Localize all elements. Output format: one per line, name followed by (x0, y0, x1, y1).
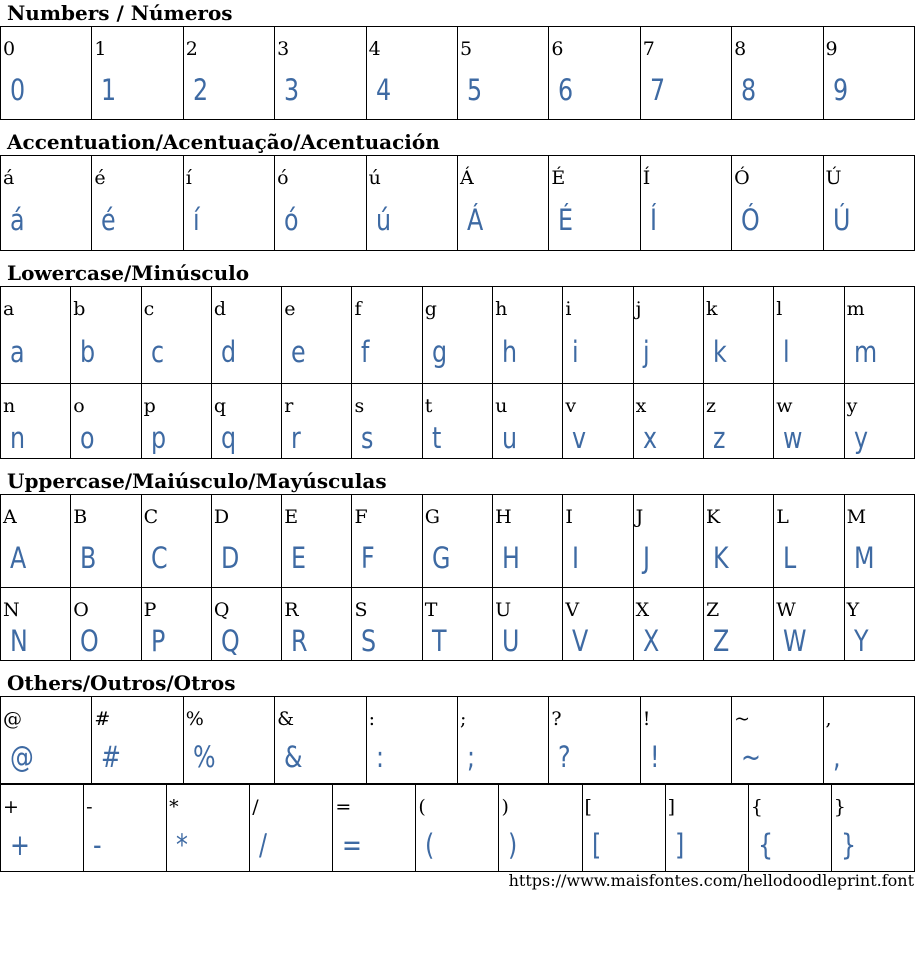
glyph-cell (774, 588, 844, 661)
glyph-label: R (284, 599, 299, 621)
glyph-sample: R (291, 624, 308, 658)
glyph-sample: i (572, 335, 579, 369)
glyph-sample: I (572, 541, 580, 575)
glyph-row (1, 384, 915, 459)
accents-grid (0, 155, 915, 251)
glyph-sample: z (712, 421, 726, 455)
glyph-sample: 4 (375, 73, 391, 107)
glyph-sample: 9 (832, 73, 848, 107)
glyph-cell (1, 384, 71, 459)
glyph-cell (366, 697, 457, 784)
glyph-label: d (213, 298, 227, 320)
glyph-label: H (495, 506, 512, 528)
glyph-label: N (3, 599, 20, 621)
glyph-cell (71, 287, 141, 384)
glyph-cell (141, 495, 211, 588)
glyph-sample: r (291, 421, 301, 455)
glyph-sample: Á (466, 203, 484, 237)
glyph-label: O (73, 599, 89, 621)
glyph-sample: + (10, 828, 30, 862)
glyph-label: * (169, 796, 179, 818)
glyph-cell (563, 287, 633, 384)
glyph-sample: B (80, 541, 97, 575)
glyph-label: s (354, 395, 365, 417)
glyph-sample: : (375, 740, 384, 774)
glyph-cell (416, 785, 499, 872)
glyph-cell (366, 27, 457, 120)
glyph-label: 3 (277, 38, 290, 60)
glyph-sample: J (642, 541, 650, 575)
glyph-cell (141, 384, 211, 459)
glyph-label: [ (584, 796, 592, 818)
glyph-label: n (3, 395, 16, 417)
glyph-sample: * (176, 828, 189, 862)
glyph-sample: Ó (741, 203, 760, 237)
glyph-cell (282, 384, 352, 459)
glyph-cell (703, 287, 773, 384)
glyph-label: { (750, 796, 763, 818)
glyph-cell (282, 287, 352, 384)
glyph-row (1, 287, 915, 384)
glyph-sample: 1 (101, 73, 117, 107)
glyph-cell (640, 697, 731, 784)
glyph-label: % (185, 708, 204, 730)
glyph-cell (732, 697, 823, 784)
glyph-cell (422, 588, 492, 661)
glyph-cell (703, 495, 773, 588)
glyph-label: B (73, 506, 88, 528)
glyph-sample: L (783, 541, 797, 575)
glyph-cell (633, 588, 703, 661)
glyph-cell (1, 495, 71, 588)
glyph-cell (633, 287, 703, 384)
glyph-label: Q (213, 599, 230, 621)
glyph-sample: ? (558, 740, 571, 774)
glyph-cell (211, 384, 281, 459)
section-title-numbers: Numbers / Números (7, 1, 233, 25)
glyph-cell (732, 27, 823, 120)
glyph-cell (831, 785, 914, 872)
glyph-sample: ! (649, 740, 660, 774)
glyph-sample: N (10, 624, 28, 658)
glyph-label: ? (551, 708, 562, 730)
glyph-sample: w (783, 421, 803, 455)
glyph-cell (582, 785, 665, 872)
glyph-cell (282, 495, 352, 588)
glyph-sample: x (642, 421, 657, 455)
glyph-label: Í (642, 167, 651, 189)
glyph-label: á (3, 167, 15, 189)
glyph-sample: y (853, 421, 868, 455)
glyph-sample: X (642, 624, 659, 658)
glyph-label: W (776, 599, 796, 621)
glyph-cell (275, 156, 366, 251)
glyph-sample: & (284, 740, 303, 774)
glyph-label: k (705, 298, 718, 320)
glyph-cell (640, 156, 731, 251)
glyph-row (1, 495, 915, 588)
glyph-cell (183, 27, 274, 120)
glyph-label: o (73, 395, 85, 417)
glyph-label: ) (501, 796, 509, 818)
glyph-cell (823, 697, 914, 784)
glyph-cell (1, 287, 71, 384)
glyph-label: + (3, 796, 19, 818)
glyph-label: I (565, 506, 573, 528)
glyph-sample: @ (10, 740, 34, 774)
glyph-label: - (86, 796, 93, 818)
glyph-sample: E (291, 541, 307, 575)
glyph-sample: é (101, 203, 117, 237)
glyph-sample: C (150, 541, 168, 575)
glyph-cell (774, 384, 844, 459)
glyph-sample: á (10, 203, 25, 237)
glyph-sample: F (361, 541, 376, 575)
glyph-cell (703, 588, 773, 661)
glyph-label: x (635, 395, 647, 417)
glyph-cell (499, 785, 582, 872)
glyph-label: : (368, 708, 375, 730)
glyph-cell (282, 588, 352, 661)
glyph-label: 8 (734, 38, 747, 60)
glyph-label: v (565, 395, 577, 417)
glyph-cell (748, 785, 831, 872)
glyph-cell (250, 785, 333, 872)
glyph-sample: 6 (558, 73, 574, 107)
glyph-label: r (284, 395, 294, 417)
glyph-sample: A (10, 541, 27, 575)
glyph-sample: [ (591, 828, 601, 862)
glyph-cell (1, 27, 92, 120)
numbers-grid (0, 26, 915, 120)
glyph-label: w (776, 395, 793, 417)
glyph-sample: u (502, 421, 518, 455)
glyph-cell (640, 27, 731, 120)
glyph-sample: M (853, 541, 875, 575)
glyph-cell (84, 785, 167, 872)
glyph-sample: V (572, 624, 589, 658)
glyph-label: M (846, 506, 867, 528)
glyph-cell (366, 156, 457, 251)
glyph-sample: É (558, 203, 574, 237)
glyph-sample: U (502, 624, 520, 658)
glyph-sample: ú (375, 203, 391, 237)
glyph-sample: Ú (832, 203, 850, 237)
section-title-accents: Accentuation/Acentuação/Acentuación (7, 130, 440, 154)
glyph-row (1, 697, 915, 784)
glyph-cell (1, 697, 92, 784)
glyph-label: L (776, 506, 789, 528)
glyph-cell (563, 588, 633, 661)
glyph-cell (352, 384, 422, 459)
glyph-label: @ (3, 708, 22, 730)
glyph-sample: b (80, 335, 96, 369)
glyph-cell (493, 495, 563, 588)
glyph-label: Y (846, 599, 860, 621)
section-title-uppercase: Uppercase/Maiúsculo/Mayúsculas (7, 469, 387, 493)
glyph-label: ! (642, 708, 651, 730)
glyph-sample: m (853, 335, 877, 369)
glyph-label: Ó (734, 167, 750, 189)
others-grid-2 (0, 784, 915, 872)
glyph-label: Á (459, 167, 474, 189)
glyph-sample: d (220, 335, 236, 369)
glyph-cell (352, 588, 422, 661)
glyph-row (1, 156, 915, 251)
glyph-cell (183, 156, 274, 251)
section-title-lowercase: Lowercase/Minúsculo (7, 261, 250, 285)
glyph-label: b (73, 298, 86, 320)
glyph-cell (633, 384, 703, 459)
glyph-label: y (846, 395, 858, 417)
glyph-cell (493, 287, 563, 384)
glyph-label: S (354, 599, 368, 621)
glyph-label: C (143, 506, 159, 528)
glyph-label: / (252, 796, 259, 818)
glyph-sample: Y (853, 624, 869, 658)
glyph-cell (844, 588, 914, 661)
glyph-cell (844, 495, 914, 588)
glyph-label: & (277, 708, 295, 730)
glyph-sample: 5 (466, 73, 483, 107)
glyph-sample: n (10, 421, 26, 455)
glyph-label: J (635, 506, 644, 528)
glyph-label: K (705, 506, 721, 528)
glyph-label: q (213, 395, 227, 417)
glyph-sample: 0 (10, 73, 26, 107)
glyph-label: G (424, 506, 440, 528)
others-grid-1 (0, 696, 915, 784)
glyph-label: 9 (825, 38, 838, 60)
glyph-cell (774, 287, 844, 384)
glyph-label: 5 (459, 38, 473, 60)
glyph-label: Ú (825, 167, 842, 189)
glyph-sample: a (10, 335, 25, 369)
glyph-sample: Í (649, 203, 657, 237)
glyph-sample: p (150, 421, 166, 455)
glyph-label: T (424, 599, 438, 621)
glyph-label: F (354, 506, 368, 528)
glyph-cell (141, 588, 211, 661)
glyph-sample: s (361, 421, 374, 455)
glyph-label: j (635, 298, 642, 320)
glyph-cell (422, 287, 492, 384)
glyph-row (1, 27, 915, 120)
glyph-label: } (833, 796, 846, 818)
glyph-label: l (776, 298, 783, 320)
glyph-cell (275, 697, 366, 784)
glyph-cell (167, 785, 250, 872)
glyph-cell (823, 27, 914, 120)
glyph-cell (732, 156, 823, 251)
lowercase-grid (0, 286, 915, 459)
glyph-label: X (635, 599, 650, 621)
glyph-cell (549, 697, 640, 784)
glyph-label: m (846, 298, 865, 320)
glyph-label: E (284, 506, 299, 528)
glyph-cell (493, 384, 563, 459)
glyph-label: ú (368, 167, 381, 189)
glyph-label: É (551, 167, 566, 189)
glyph-cell (457, 156, 548, 251)
glyph-sample: = (342, 828, 363, 862)
glyph-cell (92, 697, 183, 784)
glyph-label: ~ (734, 708, 751, 730)
glyph-label: P (143, 599, 157, 621)
glyph-row (1, 785, 915, 872)
glyph-cell (92, 156, 183, 251)
glyph-sample: v (572, 421, 587, 455)
glyph-cell (352, 495, 422, 588)
section-title-others: Others/Outros/Otros (7, 671, 236, 695)
glyph-sample: / (259, 828, 268, 862)
glyph-label: 0 (3, 38, 16, 60)
glyph-label: é (94, 167, 106, 189)
glyph-cell (141, 287, 211, 384)
glyph-sample: c (150, 335, 164, 369)
glyph-label: A (3, 506, 17, 528)
glyph-label: , (825, 708, 832, 730)
glyph-cell (549, 27, 640, 120)
glyph-sample: ~ (741, 740, 762, 774)
glyph-label: z (705, 395, 716, 417)
glyph-sample: D (220, 541, 240, 575)
glyph-cell (665, 785, 748, 872)
glyph-cell (71, 384, 141, 459)
glyph-sample: # (101, 740, 122, 774)
glyph-label: 7 (642, 38, 655, 60)
glyph-sample: ( (425, 828, 435, 862)
glyph-cell (457, 27, 548, 120)
glyph-label: e (284, 298, 296, 320)
source-url: https://www.maisfontes.com/hellodoodleprint.font (508, 871, 914, 890)
glyph-cell (844, 384, 914, 459)
glyph-sample: H (502, 541, 520, 575)
glyph-sample: Z (712, 624, 730, 658)
glyph-label: u (495, 395, 508, 417)
glyph-cell (352, 287, 422, 384)
glyph-sample: ] (674, 828, 684, 862)
glyph-sample: G (431, 541, 451, 575)
glyph-label: # (94, 708, 111, 730)
glyph-sample: g (431, 335, 447, 369)
glyph-sample: K (712, 541, 729, 575)
glyph-sample: P (150, 624, 165, 658)
glyph-sample: k (712, 335, 727, 369)
glyph-label: ( (418, 796, 426, 818)
glyph-label: 4 (368, 38, 381, 60)
glyph-label: V (565, 599, 580, 621)
glyph-sample: t (431, 421, 442, 455)
glyph-label: 6 (551, 38, 564, 60)
glyph-label: í (185, 167, 192, 189)
glyph-sample: - (93, 828, 102, 862)
glyph-label: a (3, 298, 15, 320)
glyph-cell (1, 785, 84, 872)
glyph-label: c (143, 298, 155, 320)
glyph-cell (422, 495, 492, 588)
glyph-sample: O (80, 624, 100, 658)
glyph-sample: í (192, 203, 200, 237)
glyph-label: D (213, 506, 230, 528)
glyph-cell (333, 785, 416, 872)
glyph-sample: e (291, 335, 306, 369)
glyph-cell (774, 495, 844, 588)
glyph-label: Z (705, 599, 720, 621)
glyph-cell (92, 27, 183, 120)
glyph-sample: % (192, 740, 216, 774)
glyph-cell (823, 156, 914, 251)
glyph-label: U (495, 599, 512, 621)
uppercase-grid (0, 494, 915, 661)
glyph-cell (457, 697, 548, 784)
glyph-sample: j (642, 335, 650, 369)
glyph-sample: 7 (649, 73, 665, 107)
glyph-label: g (424, 298, 437, 320)
glyph-label: f (354, 298, 362, 320)
glyph-cell (1, 156, 92, 251)
glyph-sample: h (502, 335, 518, 369)
glyph-label: = (335, 796, 352, 818)
glyph-sample: T (431, 624, 447, 658)
glyph-sample: , (832, 740, 841, 774)
glyph-label: ó (277, 167, 289, 189)
glyph-sample: q (220, 421, 236, 455)
glyph-label: ; (459, 708, 467, 730)
glyph-row (1, 588, 915, 661)
glyph-sample: } (840, 828, 856, 862)
glyph-sample: ) (508, 828, 518, 862)
glyph-cell (183, 697, 274, 784)
glyph-sample: ó (284, 203, 299, 237)
glyph-cell (563, 495, 633, 588)
glyph-cell (493, 588, 563, 661)
glyph-cell (563, 384, 633, 459)
glyph-sample: W (783, 624, 807, 658)
glyph-sample: o (80, 421, 95, 455)
glyph-label: h (495, 298, 508, 320)
glyph-cell (549, 156, 640, 251)
glyph-cell (1, 588, 71, 661)
glyph-label: 1 (94, 38, 107, 60)
glyph-cell (211, 588, 281, 661)
glyph-sample: S (361, 624, 377, 658)
glyph-sample: 2 (192, 73, 208, 107)
glyph-sample: 8 (741, 73, 757, 107)
glyph-cell (211, 287, 281, 384)
glyph-cell (71, 588, 141, 661)
glyph-sample: { (757, 828, 773, 862)
glyph-label: ] (667, 796, 676, 818)
glyph-sample: Q (220, 624, 240, 658)
glyph-sample: f (361, 335, 370, 369)
glyph-cell (633, 495, 703, 588)
glyph-label: i (565, 298, 572, 320)
glyph-cell (422, 384, 492, 459)
glyph-label: p (143, 395, 156, 417)
glyph-cell (275, 27, 366, 120)
glyph-sample: 3 (284, 73, 300, 107)
glyph-label: 2 (185, 38, 198, 60)
glyph-cell (211, 495, 281, 588)
glyph-cell (844, 287, 914, 384)
glyph-sample: l (783, 335, 790, 369)
glyph-cell (703, 384, 773, 459)
glyph-sample: ; (466, 740, 475, 774)
glyph-label: t (424, 395, 433, 417)
glyph-cell (71, 495, 141, 588)
